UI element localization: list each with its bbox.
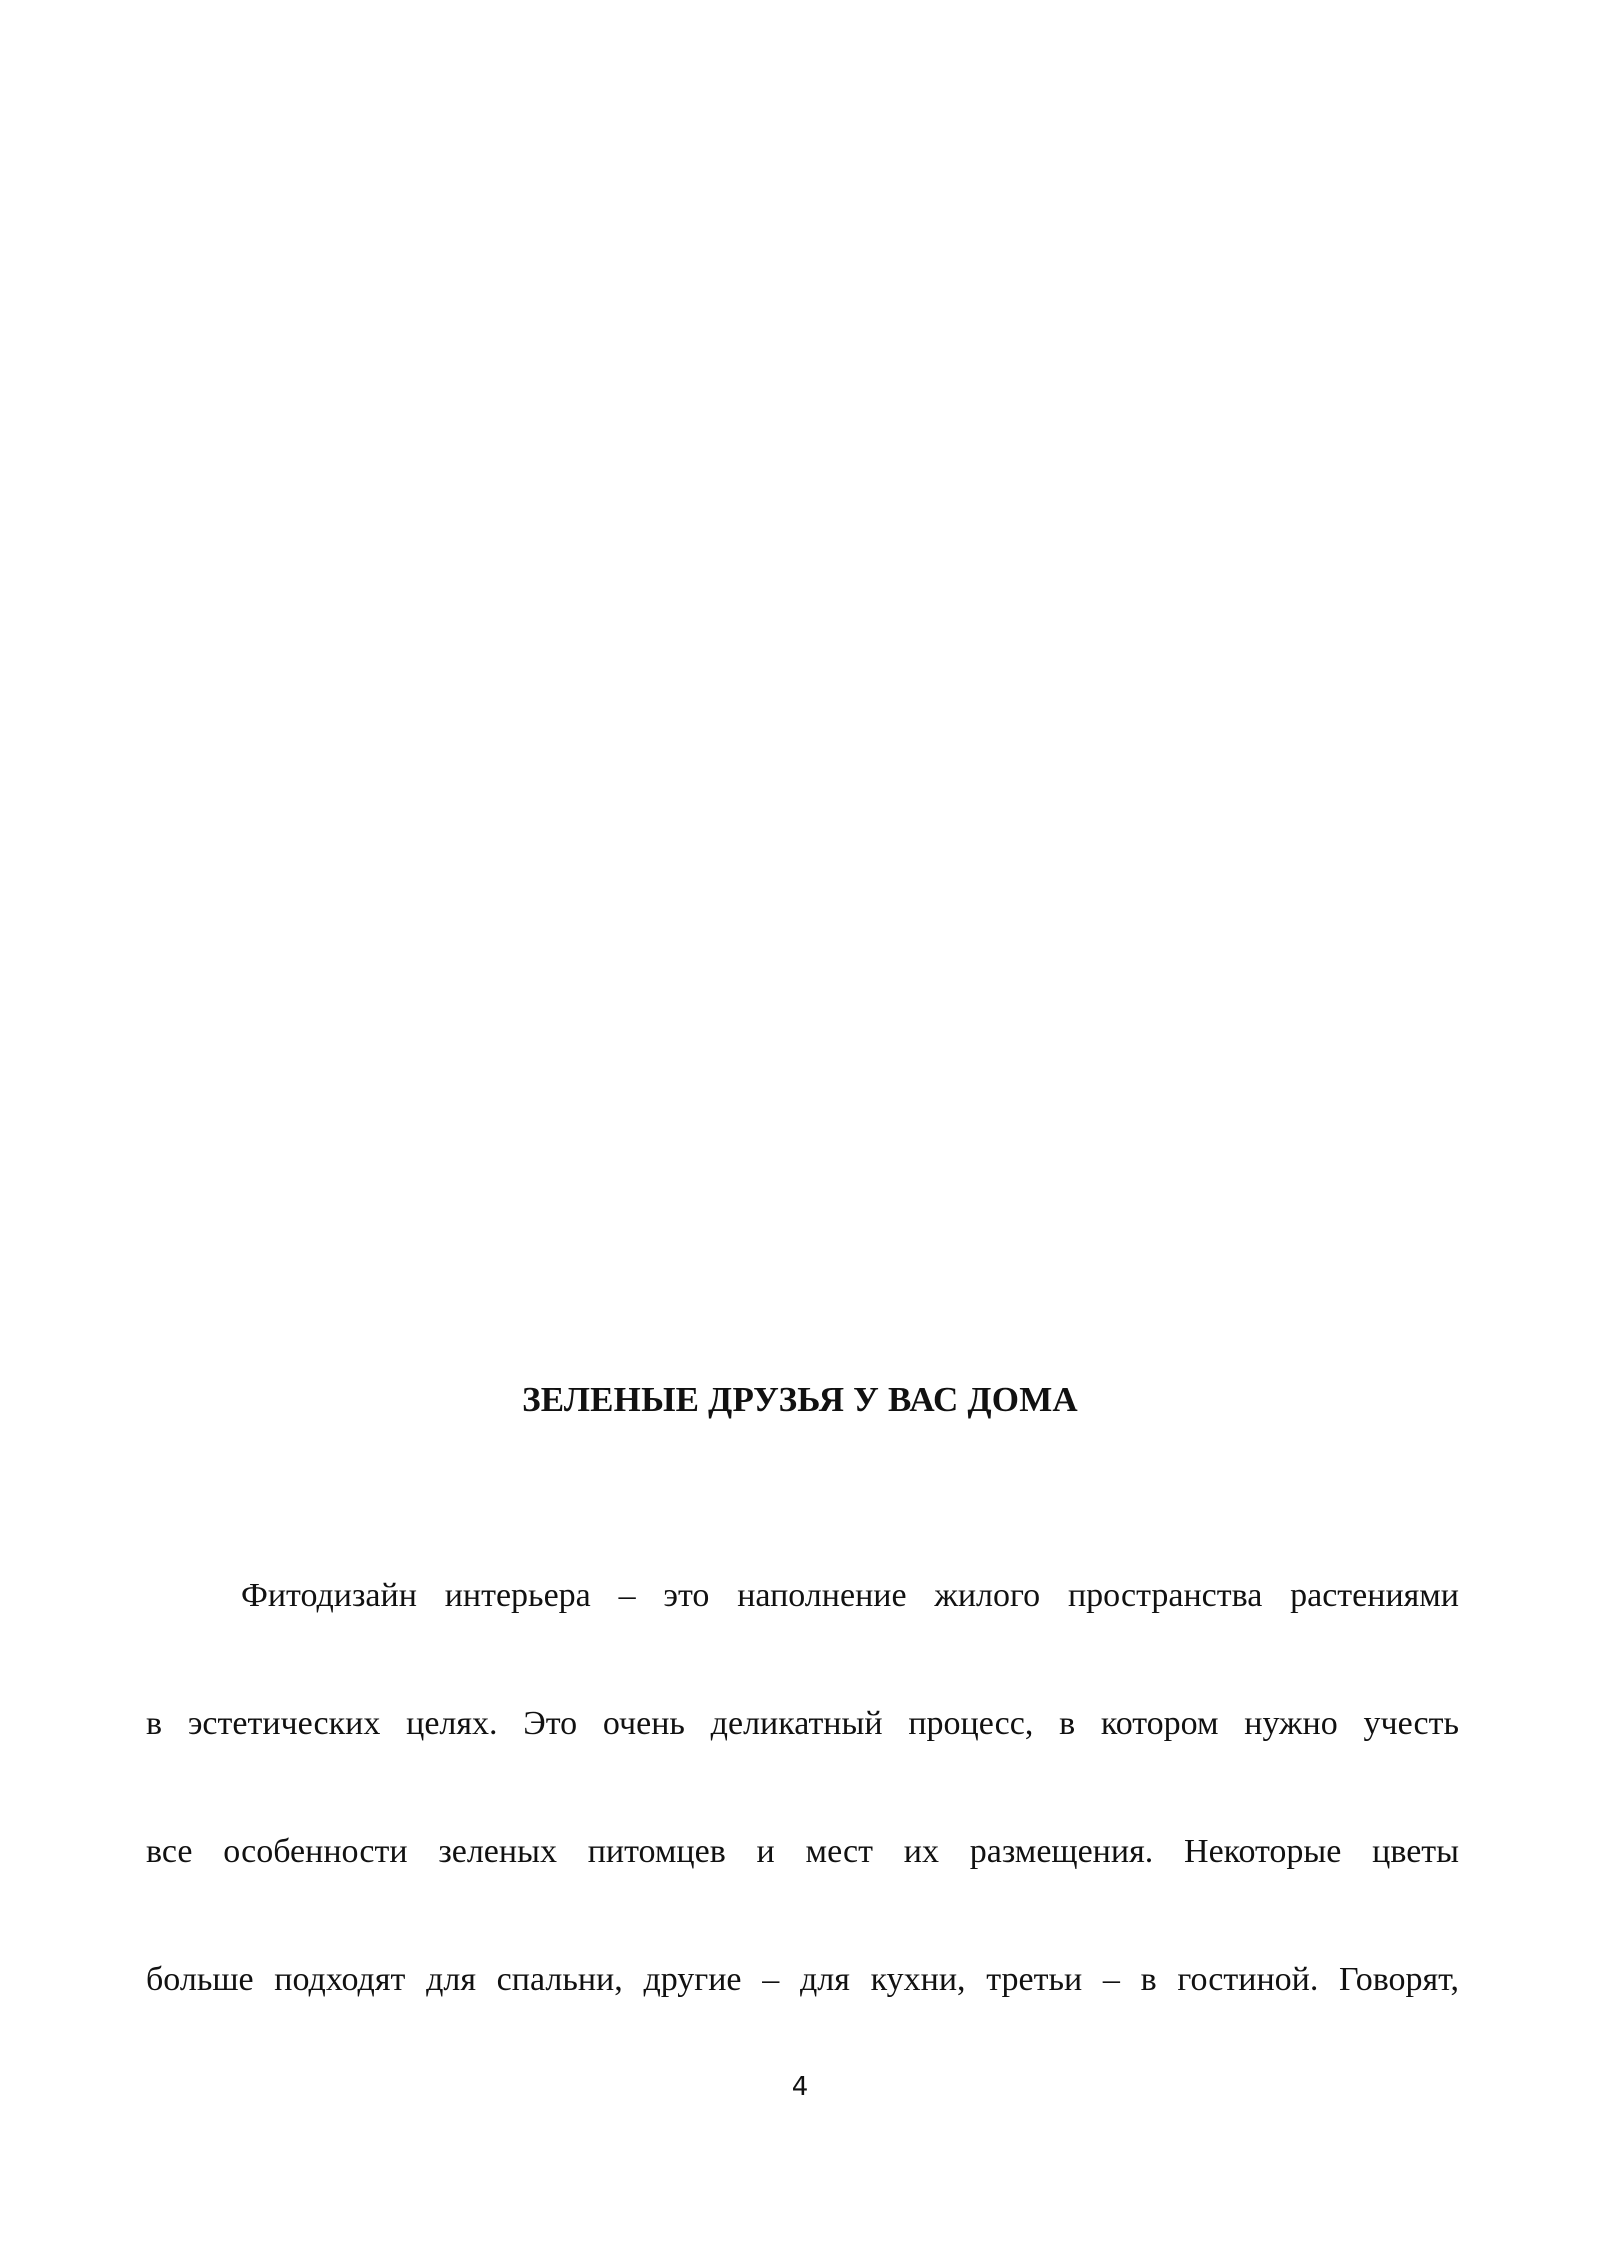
paragraph-line: все особенности зеленых питомцев и мест их размещения. Некоторые цветы bbox=[146, 1833, 1459, 1870]
paragraph-line: в эстетических целях. Это очень деликатный процесс, в котором нужно учесть bbox=[146, 1705, 1459, 1742]
body-paragraph bbox=[146, 1576, 1459, 2088]
document-title: ЗЕЛЕНЫЕ ДРУЗЬЯ У ВАС ДОМА bbox=[522, 1380, 1078, 1419]
page-number: 4 bbox=[791, 2072, 809, 2102]
paragraph-line: больше подходят для спальни, другие – для кухни, третьи – в гостиной. Говорят, bbox=[146, 1961, 1459, 1998]
paragraph-line: Фитодизайн интерьера – это наполнение жилого пространства растениями bbox=[241, 1577, 1459, 1614]
